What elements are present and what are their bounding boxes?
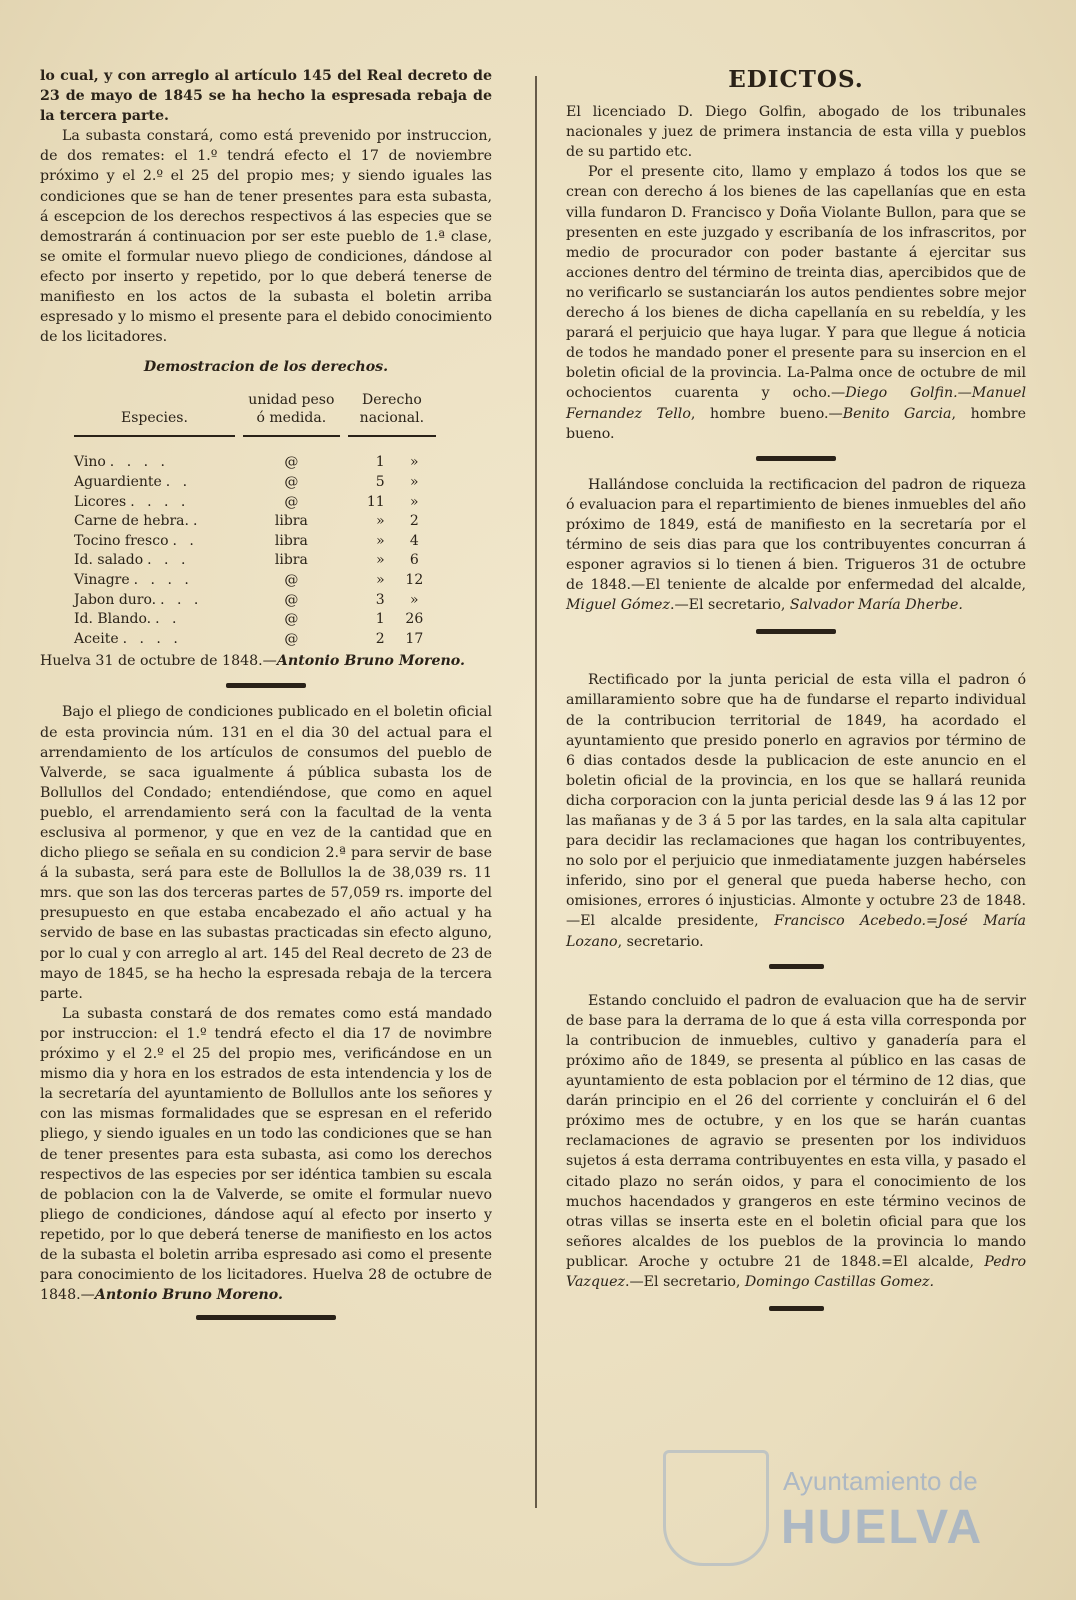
duty-reales-cell: 2 [375, 630, 385, 647]
section-title: EDICTOS. [728, 66, 864, 93]
duty-reales-cell: » [376, 571, 385, 588]
unit-cell: libra [274, 552, 308, 569]
unit-cell: @ [284, 454, 299, 471]
section-rule [756, 629, 836, 634]
section-rule [769, 1306, 824, 1311]
duty-reales-cell: 1 [375, 454, 385, 471]
table-row [70, 473, 440, 493]
edict-1-intro: El licenciado D. Diego Golfin, abogado de los tribunales nacionales y juez de primera instancia de esta villa y pueblos de su partido etc. [566, 104, 1026, 161]
duty-reales-cell: 1 [375, 611, 385, 628]
table-row [70, 453, 440, 473]
archive-watermark [663, 1442, 1023, 1572]
species-cell: Licores . . . . [74, 493, 190, 510]
unit-cell: @ [284, 591, 299, 608]
header-species: Especies. [70, 391, 239, 443]
species-cell: Aceite . . . . [74, 630, 182, 647]
duty-mrs-cell: » [410, 474, 419, 490]
table-row [70, 610, 440, 630]
duty-mrs-cell: 26 [405, 611, 424, 628]
unit-cell: libra [274, 513, 308, 530]
duties-table [70, 391, 440, 649]
watermark-line-1: Ayuntamiento de [783, 1466, 978, 1496]
edict-2: Hallándose concluida la rectificacion del padron de riqueza ó evaluacion para el repartimiento de bienes inmuebles del año próximo de 1849, está de manifiesto en la secretaría por el término de seis dias para que los contribuyentes concurran á esponer agravios si lo tienen á bien. Trigueros 31 de octubre de 1848.—El teniente de alcalde por enfermedad del alcalde, Miguel Gómez.—El secretario, Salvador María Dherbe. [566, 476, 1026, 614]
table-row [70, 512, 440, 532]
duty-reales-cell: » [376, 532, 385, 549]
unit-cell: @ [284, 611, 299, 628]
unit-cell: @ [284, 474, 299, 490]
column-divider [535, 76, 537, 1508]
edict-4: Estando concluido el padron de evaluacion que ha de servir de base para la derrama de lo que á esta villa corresponda por la contribucion de inmuebles, cultivo y ganadería para el próximo año de 1849, se presenta al público en las casas de ayuntamiento de esta poblacion por el término de 12 dias, que darán principio en el 26 del corriente y concluirán el 6 del próximo mes de octubre, y en los que se harán cuantas reclamaciones de agravio se presenten por los individuos sujetos á esta derrama contribuyentes en esta villa, y pasado el citado plazo no serán oidos, y para el conocimiento de los muchos hacendados y grangeros en este término vecinos de otras villas se inserta este en el boletin oficial para que los señores alcaldes de los pueblos de la provincia lo mando publicar. Aroche y octubre 21 de 1848.=El alcalde, Pedro Vazquez.—El secretario, Domingo Castillas Gomez. [566, 992, 1026, 1290]
table-row [70, 551, 440, 571]
header-unit: unidad peso ó medida. [239, 391, 344, 443]
table-title: Demostracion de los derechos. [143, 359, 389, 376]
table-row [70, 591, 440, 611]
left-signature-1: Huelva 31 de octubre de 1848.—Antonio Bruno Moreno. [40, 653, 465, 670]
table-row [70, 630, 440, 650]
duty-mrs-cell: » [410, 493, 419, 510]
duty-reales-cell: » [376, 552, 385, 569]
unit-cell: @ [284, 571, 299, 588]
species-cell: Id. Blando. . . [74, 611, 181, 628]
left-paragraph-3: Bajo el pliego de condiciones publicado en el boletin oficial de esta provincia núm. 131 en el dia 30 del actual para el arrendamiento de los artículos de consumos del pueblo de Valverde, se saca igualmente á pública subasta los de Bollullos del Condado; entendiéndose, que como en aquel pueblo, el arrendamiento será con la facultad de la venta esclusiva al pormenor, y que en vez de la cantidad que en dicho pliego se señala en su condicion 2.ª para servir de base á la subasta, será para este de Bollullos la de 38,039 rs. 11 mrs. que son las dos terceras partes de 57,059 rs. importe del presupuesto en que estaba encabezado el año actual y ha servido de base en las subastas practicadas sin efecto alguno, por lo cual y con arreglo al art. 145 del Real decreto de 23 de mayo de 1845, se ha hecho la espresada rebaja de la tercera parte. [40, 704, 492, 1002]
species-cell: Aguardiente . . [74, 474, 192, 490]
duty-reales-cell: 11 [366, 493, 385, 510]
duty-mrs-cell: 4 [409, 532, 419, 549]
duty-mrs-cell: » [410, 454, 419, 471]
left-column [40, 66, 492, 1334]
header-duty: Derecho nacional. [344, 391, 440, 443]
species-cell: Carne de hebra. . [74, 513, 202, 530]
species-cell: Jabon duro. . . . [74, 591, 203, 608]
unit-cell: @ [284, 493, 299, 510]
section-rule [769, 964, 824, 969]
edict-3: Rectificado por la junta pericial de esta villa el padron ó amillaramiento sobre que ha de fundarse el reparto individual de la contribucion territorial de 1849, ha acordado el ayuntamiento que presido ponerlo en agravios por término de 6 dias contados desde la publicacion de este anuncio en el boletin oficial de la provincia, en los que se hallará reunida dicha corporacion con la junta pericial desde las 9 á las 12 por las mañanas y de 3 á 5 por las tardes, en la sala alta capitular para decidir las reclamaciones que hagan los contribuyentes, no solo por el perjuicio que inmediatamente juzgen habérseles inferido, sino por el general que pueda haberse hecho, con omisiones, errores ó injusticias. Almonte y octubre 23 de 1848.—El alcalde presidente, Francisco Acebedo.=José María Lozano, secretario. [566, 672, 1027, 950]
duty-mrs-cell: 6 [409, 552, 419, 569]
duty-reales-cell: » [376, 513, 385, 530]
species-cell: Vinagre . . . . [74, 571, 193, 588]
section-rule [196, 1315, 336, 1320]
edict-1-body: Por el presente cito, llamo y emplazo á todos los que se crean con derecho á los bienes de las capellanías que en esta villa fundaron D. Francisco y Doña Violante Bullon, para que se presenten en este juzgado y escribanía de los infrascritos, por medio de procurador con poder bastante á ejercitar sus acciones dentro del término de treinta dias, apercibidos que de no verificarlo se sustanciarán los autos pendientes sobre mejor derecho á los bienes de dicha capellanía en su rebeldía, y les parará el perjuicio que haya lugar. Y para que llegue á noticia de todos he mandado poner el presente para su insercion en el boletin oficial de la provincia. La-Palma once de octubre de mil ochocientos cuarenta y ocho.—Diego Golfin.—Manuel Fernandez Tello, hombre bueno.—Benito Garcia, hombre bueno. [566, 164, 1026, 442]
duty-reales-cell: 5 [375, 474, 385, 490]
left-paragraph-4: La subasta constará de dos remates como está mandado por instruccion: el 1.º tendrá efecto el dia 17 de novimbre próximo y el 2.º el 25 del propio mes, verificándose en un mismo dia y hora en los estrados de esta intendencia y los de la secretaría del ayuntamiento de Bollullos ante los señores y con las mismas formalidades que se espresan en el referido pliego, y siendo iguales en un todo las condiciones que se han de tener presentes para esta subasta, asi como los derechos respectivos de las especies por ser idéntica tambien su escala de poblacion con la de Valverde, se omite el formular nuevo pliego de condiciones, dándose aquí al efecto por inserto y repetido, por lo que deberá tenerse de manifiesto en los actos de la subasta el boletin arriba espresado asi como el presente para conocimiento de los licitadores. Huelva 28 de octubre de 1848.—Antonio Bruno Moreno. [40, 1005, 492, 1304]
left-paragraph-2: La subasta constará, como está prevenido por instruccion, de dos remates: el 1.º tendrá efecto el 17 de noviembre próximo y el 2.º el 25 del propio mes; y siendo iguales las condiciones que se han de tener presentes para esta subasta, á escepcion de los derechos respectivos á las especies que se demostrarán á continuacion por ser este pueblo de 1.ª clase, se omite el formular nuevo pliego de condiciones, dándose al efecto por inserto y repetido, por lo que deberá tenerse de manifiesto en los actos de la subasta el boletin arriba espresado y lo mismo el presente para el debido conocimiento de los licitadores. [40, 128, 492, 346]
duty-mrs-cell: 12 [405, 571, 424, 588]
city-seal-icon [663, 1450, 769, 1566]
table-row [70, 532, 440, 552]
unit-cell: libra [274, 532, 308, 549]
duty-mrs-cell: 17 [405, 630, 424, 647]
duty-mrs-cell: 2 [409, 513, 419, 530]
species-cell: Id. salado . . . [74, 552, 190, 569]
unit-cell: @ [284, 630, 299, 647]
section-rule [226, 683, 306, 688]
section-rule [756, 456, 836, 461]
right-column [566, 66, 1026, 1325]
watermark-line-2: HUELVA [781, 1501, 984, 1554]
species-cell: Tocino fresco . . [74, 532, 198, 549]
duty-reales-cell: 3 [375, 591, 385, 608]
table-row [70, 571, 440, 591]
duty-mrs-cell: » [410, 591, 419, 608]
left-paragraph-1: lo cual, y con arreglo al artículo 145 del Real decreto de 23 de mayo de 1845 se ha hecho la espresada rebaja de la tercera parte. [40, 68, 492, 125]
species-cell: Vino . . . . [74, 454, 169, 471]
table-row [70, 493, 440, 513]
